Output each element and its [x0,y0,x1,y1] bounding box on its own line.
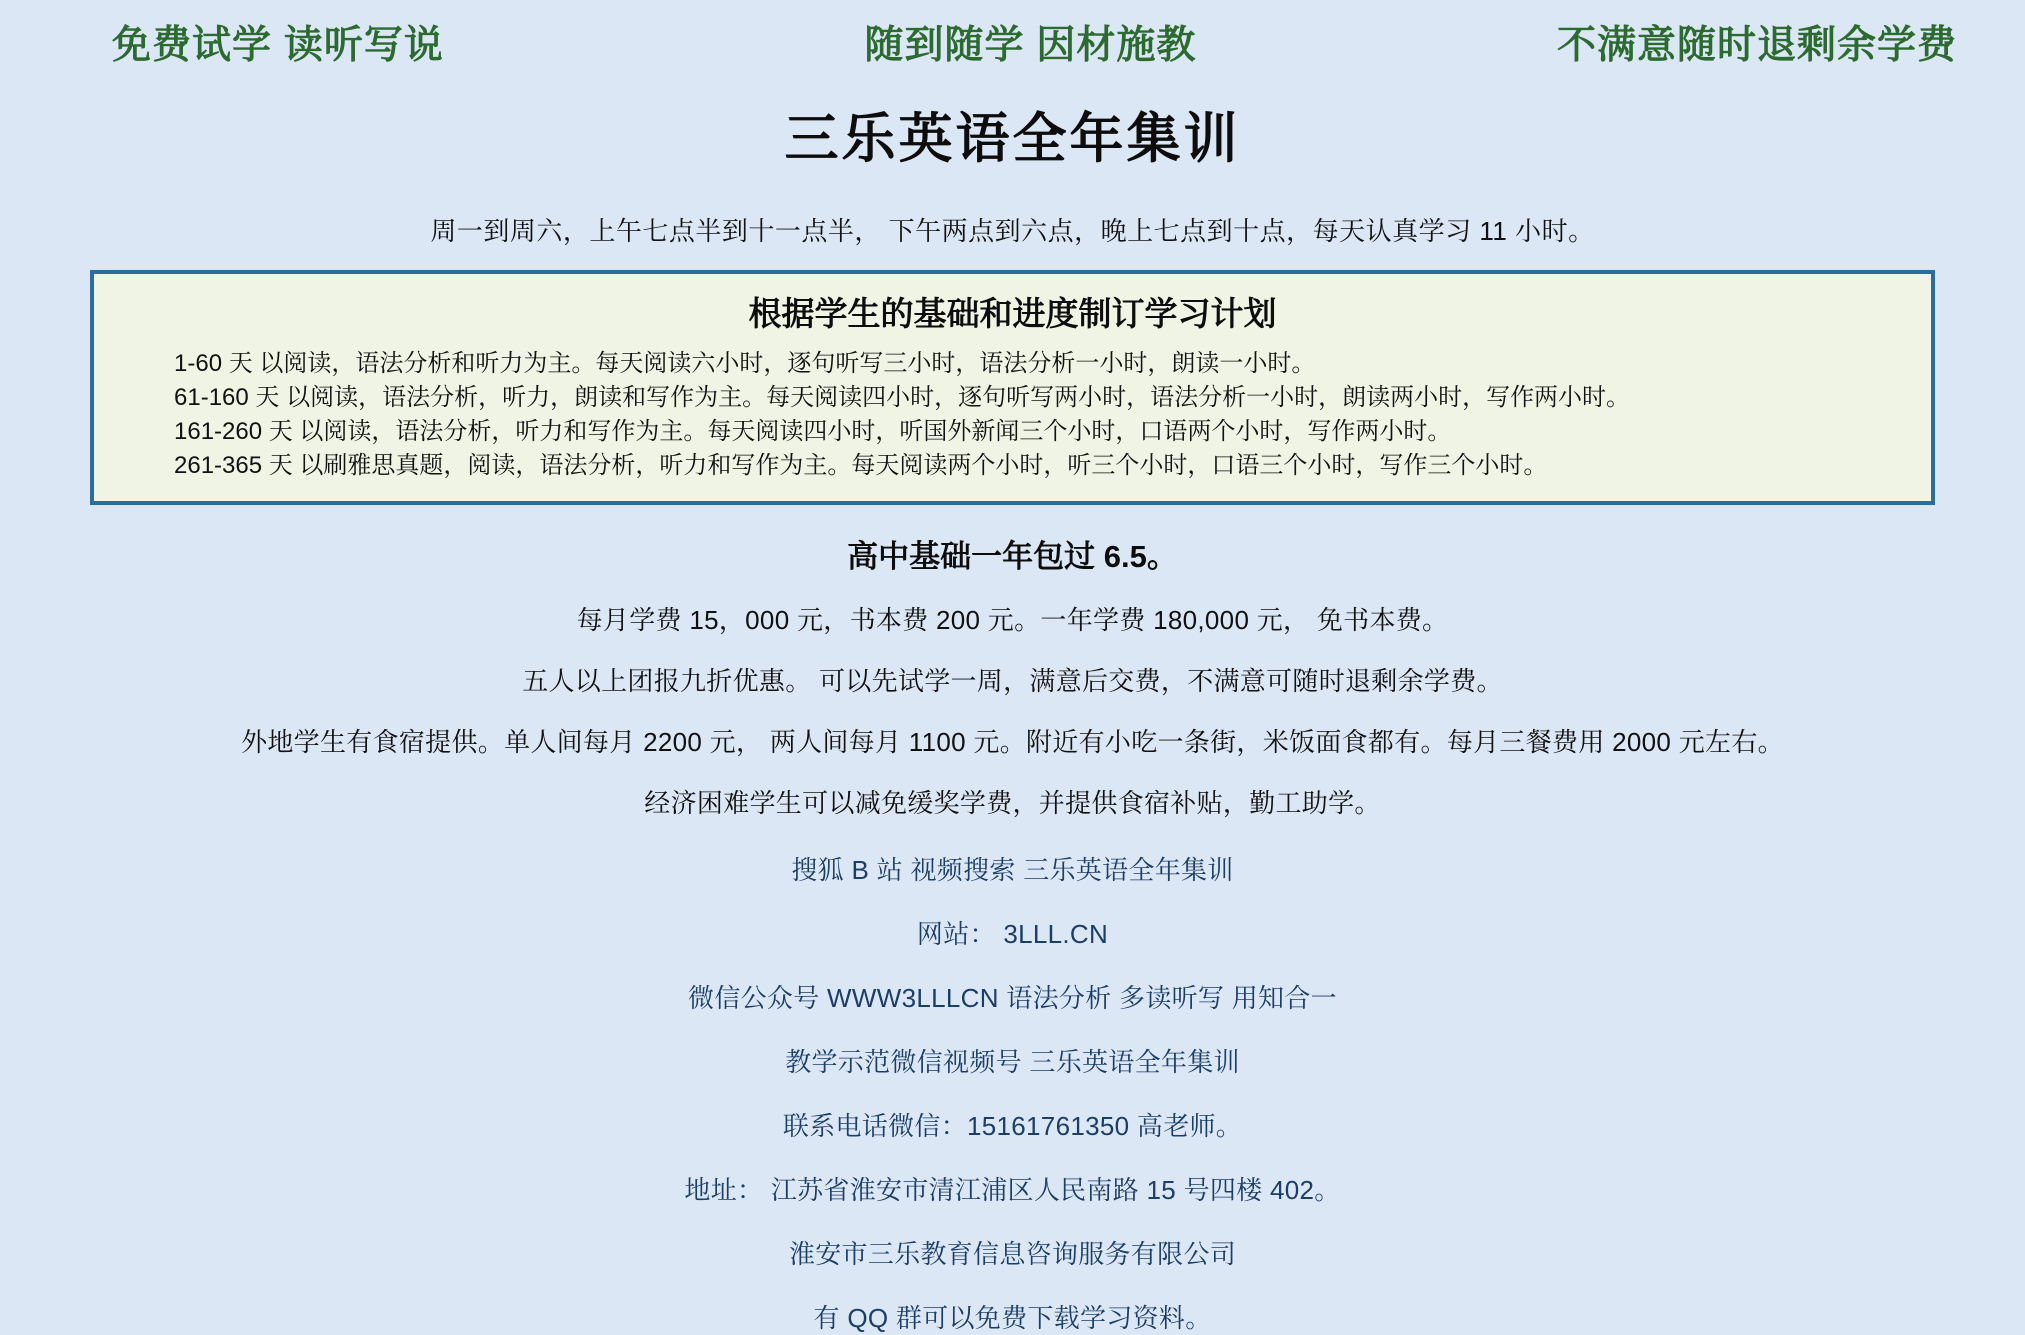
address-text: 地址： 江苏省淮安市清江浦区人民南路 15 号四楼 402。 [684,1175,1341,1206]
page-title: 三乐英语全年集训 [784,109,1241,169]
wechat-channel-text: 教学示范微信视频号 三乐英语全年集训 [785,1047,1240,1078]
score-guarantee-text: 高中基础一年包过 6.5。 [847,539,1178,575]
tuition-fee-text: 每月学费 15，000 元，书本费 200 元。一年学费 180,000 元， 免书本费。 [576,605,1449,636]
video-search-text: 搜狐 B 站 视频搜索 三乐英语全年集训 [791,855,1234,886]
daily-schedule-text: 周一到周六，上午七点半到十一点半， 下午两点到六点，晚上七点到十点，每天认真学习 11 小时。 [430,216,1595,246]
group-discount-text: 五人以上团报九折优惠。 可以先试学一周，满意后交费，不满意可随时退剩余学费。 [522,666,1503,697]
study-plan-line-3: 161-260 天 以阅读，语法分析，听力和写作为主。每天阅读四小时，听国外新闻三个小时，口语两个小时，写作两小时。 [174,418,1452,446]
study-plan-line-4: 261-365 天 以刷雅思真题，阅读，语法分析，听力和写作为主。每天阅读两个小时，听三个小时，口语三个小时，写作三个小时。 [174,452,1548,480]
study-plan-box [90,270,1935,505]
wechat-official-account-text: 微信公众号 WWW3LLLCN 语法分析 多读听写 用知合一 [688,983,1337,1014]
slogan-free-trial: 免费试学 读听写说 [112,24,444,67]
company-name-text: 淮安市三乐教育信息咨询服务有限公司 [788,1239,1237,1270]
slogan-flexible-start: 随到随学 因材施教 [864,24,1197,67]
phone-contact-text: 联系电话微信：15161761350 高老师。 [782,1111,1243,1142]
financial-aid-text: 经济困难学生可以减免缓奖学费，并提供食宿补贴，勤工助学。 [644,788,1381,819]
accommodation-text: 外地学生有食宿提供。单人间每月 2200 元， 两人间每月 1100 元。附近有小吃一条街，米饭面食都有。每月三餐费用 2000 元左右。 [241,727,1784,758]
study-plan-line-2: 61-160 天 以阅读，语法分析，听力，朗读和写作为主。每天阅读四小时，逐句听写两小时，语法分析一小时，朗读两小时，写作两小时。 [174,384,1631,412]
slogan-refund: 不满意随时退剩余学费 [1556,24,1957,67]
study-plan-line-1: 1-60 天 以阅读，语法分析和听力为主。每天阅读六小时，逐句听写三小时，语法分析一小时，朗读一小时。 [174,350,1316,377]
study-plan-title: 根据学生的基础和进度制订学习计划 [748,295,1277,332]
qq-group-text: 有 QQ 群可以免费下载学习资料。 [813,1303,1212,1334]
slogan-row [0,0,2025,70]
website-text[interactable]: 网站： 3LLL.CN [916,919,1109,950]
